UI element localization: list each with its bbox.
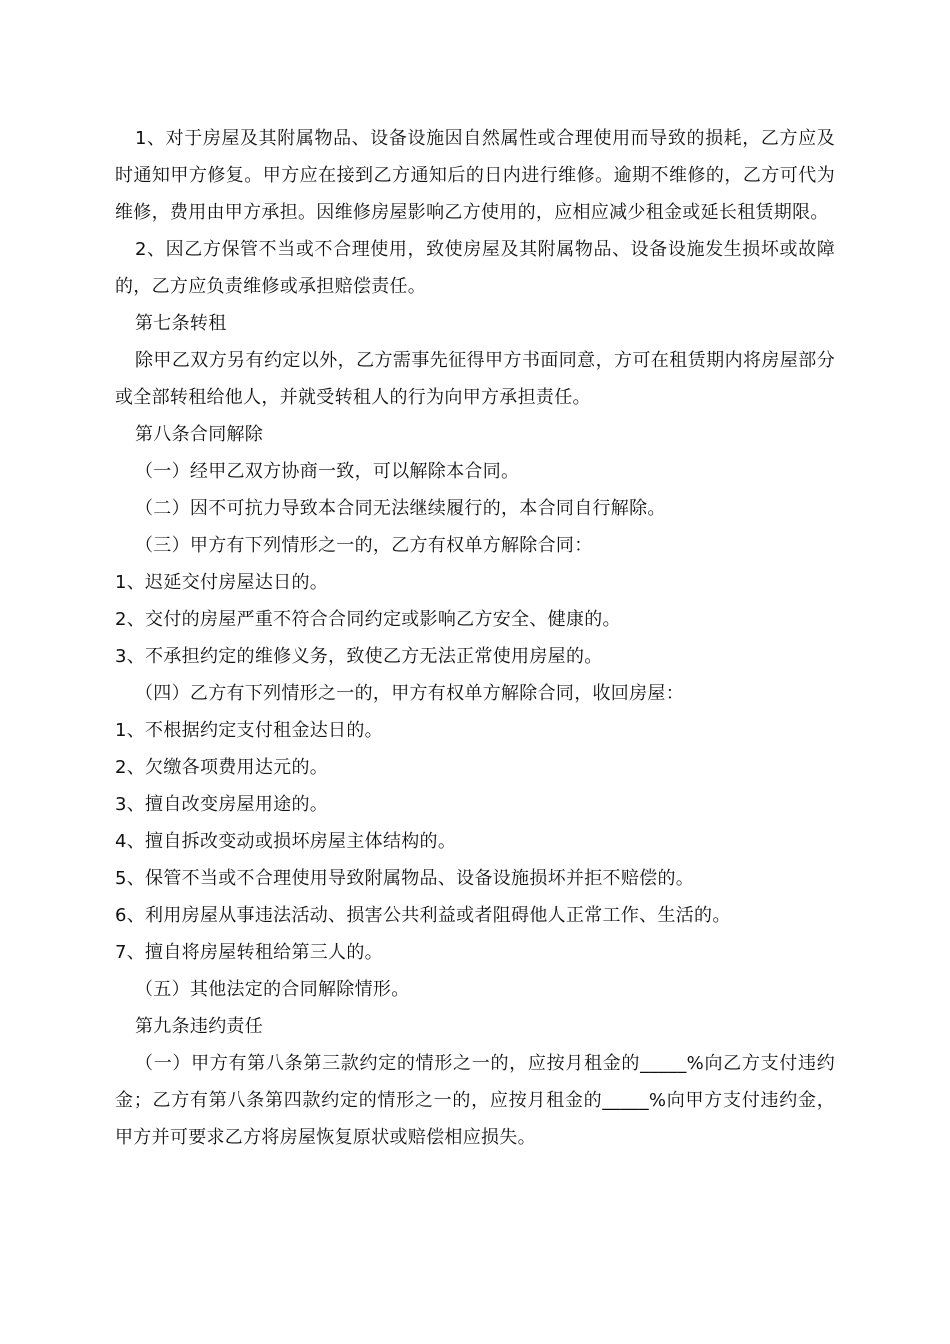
list-item-part-4-2: 2、欠缴各项费用达元的。 bbox=[115, 757, 329, 778]
section-heading-article-9: 第九条违约责任 bbox=[135, 1016, 264, 1037]
paragraph-article-8-part-1: （一）经甲乙双方协商一致，可以解除本合同。 bbox=[135, 461, 520, 482]
paragraph-clause-6-item-1: 1、对于房屋及其附属物品、设备设施因自然属性或合理使用而导致的损耗，乙方应及时通知甲方修复。甲方应在接到乙方通知后的日内进行维修。逾期不维修的，乙方可代为维修，费用由甲方承担。因维修房屋影响乙方使用的，应相应减少租金或延长租赁期限。 bbox=[115, 128, 835, 223]
paragraph-article-8-part-2: （二）因不可抗力导致本合同无法继续履行的，本合同自行解除。 bbox=[135, 498, 666, 519]
list-item-part-3-1: 1、迟延交付房屋达日的。 bbox=[115, 572, 329, 593]
list-item-part-4-3: 3、擅自改变房屋用途的。 bbox=[115, 794, 329, 815]
paragraph-article-8-part-4: （四）乙方有下列情形之一的，甲方有权单方解除合同，收回房屋： bbox=[135, 683, 684, 704]
list-item-part-3-2: 2、交付的房屋严重不符合合同约定或影响乙方安全、健康的。 bbox=[115, 609, 621, 630]
paragraph-article-9-part-1: （一）甲方有第八条第三款约定的情形之一的，应按月租金的_____%向乙方支付违约金；乙方有第八条第四款约定的情形之一的，应按月租金的_____%向甲方支付违约金，甲方并可要求乙方将房屋恢复原状或赔偿相应损失。 bbox=[115, 1053, 835, 1148]
list-item-part-3-3: 3、不承担约定的维修义务，致使乙方无法正常使用房屋的。 bbox=[115, 646, 603, 667]
list-item-part-4-6: 6、利用房屋从事违法活动、损害公共利益或者阻碍他人正常工作、生活的。 bbox=[115, 905, 731, 926]
document-body bbox=[115, 120, 835, 1156]
paragraph-article-7-body: 除甲乙双方另有约定以外，乙方需事先征得甲方书面同意，方可在租赁期内将房屋部分或全部转租给他人，并就受转租人的行为向甲方承担责任。 bbox=[115, 350, 835, 408]
section-heading-article-7: 第七条转租 bbox=[135, 313, 227, 334]
list-item-part-4-1: 1、不根据约定支付租金达日的。 bbox=[115, 720, 383, 741]
paragraph-article-8-part-3: （三）甲方有下列情形之一的，乙方有权单方解除合同： bbox=[135, 535, 593, 556]
section-heading-article-8: 第八条合同解除 bbox=[135, 424, 264, 445]
list-item-part-4-5: 5、保管不当或不合理使用导致附属物品、设备设施损坏并拒不赔偿的。 bbox=[115, 868, 695, 889]
paragraph-article-8-part-5: （五）其他法定的合同解除情形。 bbox=[135, 979, 410, 1000]
list-item-part-4-7: 7、擅自将房屋转租给第三人的。 bbox=[115, 942, 383, 963]
list-item-part-4-4: 4、擅自拆改变动或损坏房屋主体结构的。 bbox=[115, 831, 457, 852]
paragraph-clause-6-item-2: 2、因乙方保管不当或不合理使用，致使房屋及其附属物品、设备设施发生损坏或故障的，乙方应负责维修或承担赔偿责任。 bbox=[115, 239, 835, 297]
